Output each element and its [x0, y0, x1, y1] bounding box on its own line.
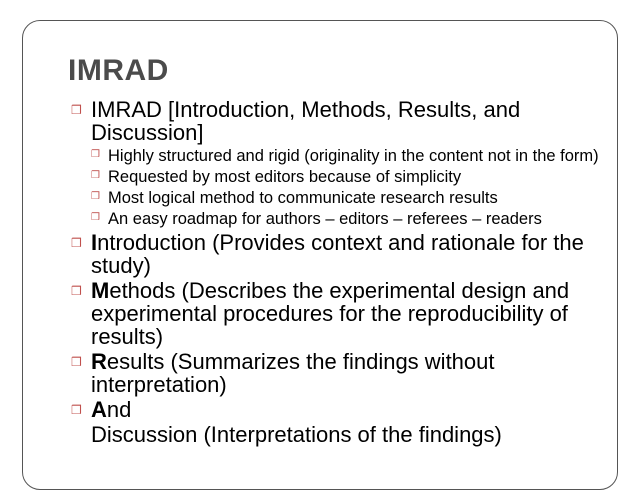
list-item-text: ntroduction (Provides context and rationale for the study): [91, 230, 584, 278]
list-item-text: Discussion (Interpretations of the findings): [91, 422, 502, 447]
bullet-icon: ❒: [71, 103, 82, 117]
sub-list-item-text: Highly structured and rigid (originality in the content not in the form): [108, 147, 599, 165]
list-item-lead-letter: M: [91, 278, 110, 303]
bullet-icon: ❒: [91, 212, 100, 223]
bullet-icon: ❒: [91, 170, 100, 181]
list-item-and: [71, 398, 611, 421]
bullet-icon: ❒: [91, 191, 100, 202]
slide-title: IMRAD: [68, 54, 169, 87]
list-item-imrad: [71, 98, 611, 144]
sub-list-item: [71, 189, 611, 207]
bullet-icon: ❒: [71, 284, 82, 298]
sub-list-item-text: Requested by most editors because of simplicity: [108, 168, 462, 186]
bullet-icon: ❒: [91, 149, 100, 160]
sub-bullet-list: [71, 147, 611, 228]
bullet-icon: ❒: [71, 355, 82, 369]
bullet-icon: ❒: [71, 236, 82, 250]
list-item-text: nd: [106, 397, 132, 422]
sub-list-item-text: An easy roadmap for authors – editors – referees – readers: [108, 210, 542, 228]
list-item-text: ethods (Describes the experimental design and experimental procedures for the reproducibility of results): [91, 278, 570, 349]
list-item-lead-letter: R: [91, 349, 107, 374]
list-item-text: IMRAD [Introduction, Methods, Results, and Discussion]: [91, 97, 521, 145]
bullet-icon: ❒: [71, 403, 82, 417]
list-item-methods: [71, 279, 611, 348]
list-item-results: [71, 350, 611, 396]
sub-list-item: [71, 168, 611, 186]
list-item-lead-letter: I: [91, 230, 98, 255]
bullet-list: [71, 98, 611, 448]
list-item-lead-letter: A: [91, 397, 107, 422]
sub-list-item: [71, 210, 611, 228]
sub-list-item-text: Most logical method to communicate research results: [108, 189, 498, 207]
list-item-introduction: [71, 231, 611, 277]
list-item-discussion: [71, 423, 611, 446]
sub-list-item: [71, 147, 611, 165]
list-item-text: esults (Summarizes the findings without interpretation): [91, 349, 495, 397]
